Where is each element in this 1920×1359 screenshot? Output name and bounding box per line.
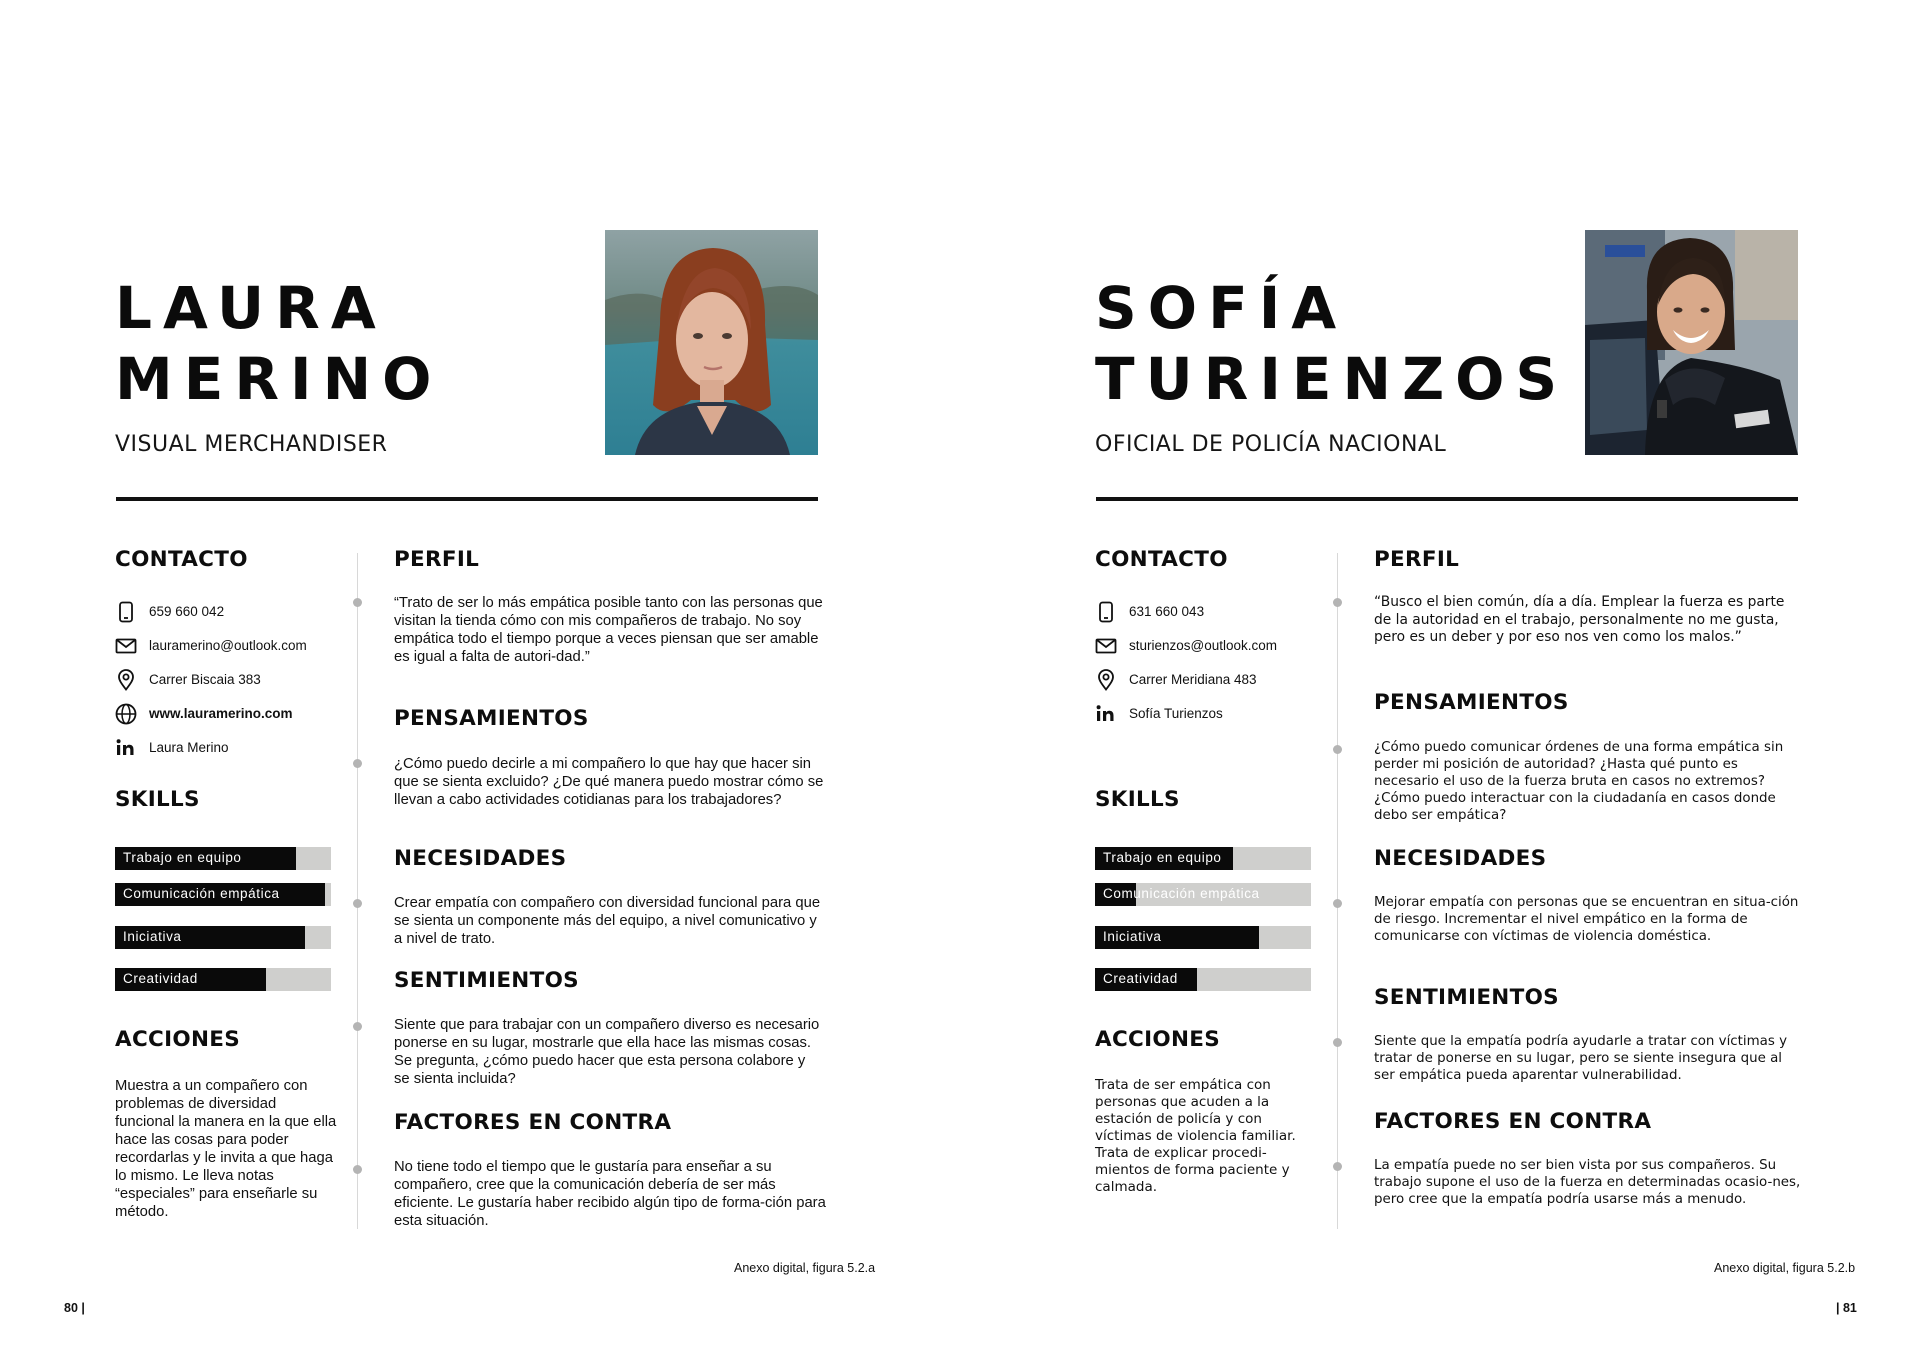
contact-heading: CONTACTO xyxy=(1095,547,1228,572)
linkedin-name: Laura Merino xyxy=(149,740,229,755)
factores-heading: FACTORES EN CONTRA xyxy=(1374,1109,1652,1134)
mail-icon xyxy=(115,635,137,657)
timeline-line xyxy=(1337,553,1338,1229)
persona-role: OFICIAL DE POLICÍA NACIONAL xyxy=(1095,432,1447,457)
contact-phone xyxy=(1095,600,1325,626)
acciones-text: Muestra a un compañero con problemas de diversidad funcional la manera en la que ella hace las cosas para poder recordarlas y le invita a que haga lo mismo. Le lleva notas “especiales” para enseñarle su método. xyxy=(115,1078,337,1220)
skill-label: Creatividad xyxy=(123,971,198,986)
skill-label: Trabajo en equipo xyxy=(123,850,242,865)
header-divider xyxy=(116,497,818,501)
timeline-line xyxy=(357,553,358,1229)
contact-email[interactable] xyxy=(115,634,345,660)
factores-text: No tiene todo el tiempo que le gustaría para enseñar a su compañero, cree que la comunicación debería de ser más eficiente. Le gustaría haber recibido algún tipo de forma-ción para esta situación. xyxy=(394,1159,826,1229)
persona-role: VISUAL MERCHANDISER xyxy=(115,432,388,457)
page-number-right: | 81 xyxy=(1836,1301,1857,1315)
contact-heading: CONTACTO xyxy=(115,547,248,572)
skill-label: Creatividad xyxy=(1103,971,1178,986)
timeline-dot xyxy=(1333,1162,1342,1171)
necesidades-heading: NECESIDADES xyxy=(394,846,567,871)
skill-label: Comunicación empática xyxy=(123,886,280,901)
acciones-text: Trata de ser empática con personas que acuden a la estación de policía y con víctimas de violencia familiar. Trata de explicar procedi-mientos de forma paciente y calmada. xyxy=(1095,1077,1296,1195)
skill-bar xyxy=(1095,847,1311,870)
persona-name xyxy=(115,273,442,415)
phone-icon xyxy=(115,601,137,623)
pensamientos-text: ¿Cómo puedo comunicar órdenes de una forma empática sin perder mi posición de autoridad? ¿Hasta qué punto es necesario el uso de la fuerza bruta en casos no extremos? ¿Cómo puedo interactuar con la ciudadanía en casos donde debo ser empática? xyxy=(1374,740,1784,823)
name-line-2: TURIENZOS xyxy=(1095,345,1569,413)
contact-website[interactable] xyxy=(115,702,345,728)
necesidades-heading: NECESIDADES xyxy=(1374,846,1547,871)
pensamientos-heading: PENSAMIENTOS xyxy=(394,706,589,731)
linkedin-name: Sofía Turienzos xyxy=(1129,706,1223,721)
skill-label: Iniciativa xyxy=(123,929,182,944)
perfil-heading: PERFIL xyxy=(394,547,480,572)
skill-bar xyxy=(1095,926,1311,949)
skill-label: Comunicación empática xyxy=(1103,886,1260,901)
skill-bar xyxy=(115,926,331,949)
perfil-text: “Trato de ser lo más empática posible tanto con las personas que visitan la tienda cómo con mis compañeros de trabajo. No soy empática todo el tiempo porque a veces piensan que ser amable es igual a falta de autori-dad.” xyxy=(394,595,823,665)
name-line-2: MERINO xyxy=(115,345,443,413)
location-pin-icon xyxy=(1095,669,1117,691)
skill-label: Iniciativa xyxy=(1103,929,1162,944)
contact-address xyxy=(1095,668,1325,694)
portrait-image xyxy=(1585,230,1798,455)
mail-icon xyxy=(1095,635,1117,657)
necesidades-text: Mejorar empatía con personas que se encuentran en situa-ción de riesgo. Incrementar el nivel empático en la forma de comunicarse con víctimas de violencia doméstica. xyxy=(1374,895,1799,944)
factores-text: La empatía puede no ser bien vista por sus compañeros. Su trabajo supone el uso de la fuerza en determinadas ocasio-nes, pero cree que la empatía podría usarse más a menudo. xyxy=(1374,1158,1801,1207)
skills-heading: SKILLS xyxy=(115,787,200,812)
phone-number: 659 660 042 xyxy=(149,604,225,619)
portrait-image xyxy=(605,230,818,455)
factores-heading: FACTORES EN CONTRA xyxy=(394,1110,672,1135)
page-number-left: 80 | xyxy=(64,1301,85,1315)
persona-photo xyxy=(605,230,818,455)
pensamientos-text: ¿Cómo puedo decirle a mi compañero lo que hay que hacer sin que se sienta excluido? ¿De qué manera puedo mostrar cómo se llevan a cabo actividades cotidianas para los trabajadores? xyxy=(394,756,824,808)
contact-phone xyxy=(115,600,345,626)
skills-heading: SKILLS xyxy=(1095,787,1180,812)
skill-bar xyxy=(1095,968,1311,991)
timeline-dot xyxy=(353,899,362,908)
timeline-dot xyxy=(1333,745,1342,754)
skill-label: Trabajo en equipo xyxy=(1103,850,1222,865)
globe-icon xyxy=(115,703,137,725)
figure-caption-right: Anexo digital, figura 5.2.b xyxy=(1714,1261,1856,1275)
street-address: Carrer Biscaia 383 xyxy=(149,672,261,687)
pensamientos-heading: PENSAMIENTOS xyxy=(1374,690,1569,715)
timeline-dot xyxy=(353,759,362,768)
necesidades-text: Crear empatía con compañero con diversidad funcional para que se sienta un componente más del equipo, a nivel comunicativo y a nivel de trato. xyxy=(394,895,821,947)
email-address: lauramerino@outlook.com xyxy=(149,638,307,653)
perfil-text: “Busco el bien común, día a día. Emplear la fuerza es parte de la autoridad en el trabajo, personalmente no me gusta, pero es un deber y por eso nos ven como los malos.” xyxy=(1374,594,1785,645)
name-line-1: LAURA xyxy=(115,274,387,342)
sentimientos-text: Siente que para trabajar con un compañero diverso es necesario ponerse en su lugar, mostrarle que ella hace las mismas cosas. Se pregunta, ¿cómo puedo hacer que esta persona colabore y se sienta incluida? xyxy=(394,1017,820,1087)
persona-photo xyxy=(1585,230,1798,455)
timeline-dot xyxy=(1333,1038,1342,1047)
timeline-dot xyxy=(1333,598,1342,607)
location-pin-icon xyxy=(115,669,137,691)
acciones-heading: ACCIONES xyxy=(115,1027,241,1052)
sentimientos-heading: SENTIMIENTOS xyxy=(1374,985,1559,1010)
figure-caption-left: Anexo digital, figura 5.2.a xyxy=(734,1261,876,1275)
sentimientos-heading: SENTIMIENTOS xyxy=(394,968,579,993)
linkedin-icon xyxy=(1095,703,1117,725)
contact-linkedin[interactable] xyxy=(115,736,345,762)
header-divider xyxy=(1096,497,1798,501)
persona-laura-merino xyxy=(115,0,825,1359)
contact-linkedin[interactable] xyxy=(1095,702,1325,728)
name-line-1: SOFÍA xyxy=(1095,274,1348,342)
timeline-dot xyxy=(353,598,362,607)
sentimientos-text: Siente que la empatía podría ayudarle a tratar con víctimas y tratar de ponerse en su lugar, pero se siente insegura que al ser empática pueda aparentar vulnerabilidad. xyxy=(1374,1034,1788,1083)
email-address: sturienzos@outlook.com xyxy=(1129,638,1278,653)
skill-bar xyxy=(115,968,331,991)
street-address: Carrer Meridiana 483 xyxy=(1129,672,1257,687)
timeline-dot xyxy=(1333,899,1342,908)
contact-email[interactable] xyxy=(1095,634,1325,660)
perfil-heading: PERFIL xyxy=(1374,547,1460,572)
phone-number: 631 660 043 xyxy=(1129,604,1205,619)
phone-icon xyxy=(1095,601,1117,623)
skill-bar xyxy=(115,847,331,870)
acciones-heading: ACCIONES xyxy=(1095,1027,1221,1052)
timeline-dot xyxy=(353,1022,362,1031)
persona-sofia-turienzos xyxy=(1095,0,1805,1359)
skill-bar xyxy=(1095,883,1311,906)
persona-name xyxy=(1095,273,1568,415)
timeline-dot xyxy=(353,1165,362,1174)
linkedin-icon xyxy=(115,737,137,759)
skill-bar xyxy=(115,883,331,906)
website-url: www.lauramerino.com xyxy=(149,706,293,721)
contact-address xyxy=(115,668,345,694)
